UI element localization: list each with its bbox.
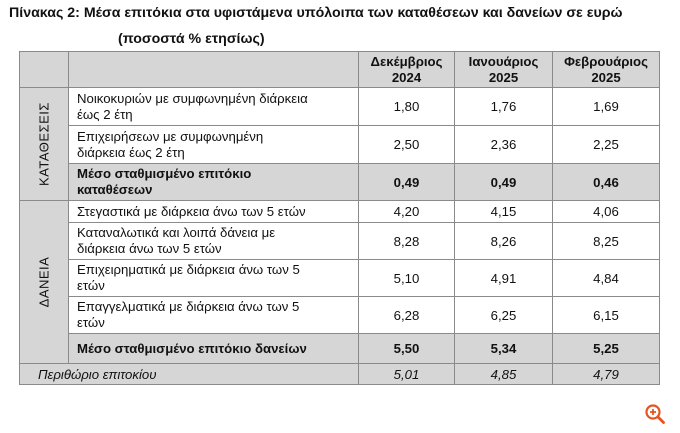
cell-value: 5,34 — [455, 334, 553, 364]
table-row — [20, 297, 660, 334]
loans-average-row — [20, 334, 660, 364]
cell-value: 0,49 — [455, 164, 553, 201]
table-title: Πίνακας 2: Μέσα επιτόκια στα υφιστάμενα υπόλοιπα των καταθέσεων και δανείων σε ευρώ — [9, 5, 623, 21]
cell-value: 2,36 — [455, 126, 553, 164]
cell-value: 6,25 — [455, 297, 553, 334]
cell-value: 5,25 — [553, 334, 660, 364]
cell-value: 6,28 — [359, 297, 455, 334]
cell-value: 4,85 — [455, 364, 553, 385]
row-label: Καταναλωτικά και λοιπά δάνεια με διάρκεια άνω των 5 ετών — [69, 223, 359, 260]
group-deposits: ΚΑΤΑΘΕΣΕΙΣ — [20, 88, 69, 201]
cell-value: 4,91 — [455, 260, 553, 297]
cell-value: 1,76 — [455, 88, 553, 126]
cell-value: 5,10 — [359, 260, 455, 297]
cell-value: 0,49 — [359, 164, 455, 201]
cell-value: 4,20 — [359, 201, 455, 223]
cell-value: 8,28 — [359, 223, 455, 260]
row-label: Επιχειρήσεων με συμφωνημένη διάρκεια έως 2 έτη — [69, 126, 359, 164]
row-label: Περιθώριο επιτοκίου — [20, 364, 359, 385]
cell-value: 1,80 — [359, 88, 455, 126]
cell-value: 6,15 — [553, 297, 660, 334]
cell-value: 2,25 — [553, 126, 660, 164]
row-label: Στεγαστικά με διάρκεια άνω των 5 ετών — [69, 201, 359, 223]
cell-value: 4,79 — [553, 364, 660, 385]
row-label: Μέσο σταθμισμένο επιτόκιο δανείων — [69, 334, 359, 364]
group-loans: ΔΑΝΕΙΑ — [20, 201, 69, 364]
row-label: Επαγγελματικά με διάρκεια άνω των 5 ετών — [69, 297, 359, 334]
table-row — [20, 126, 660, 164]
margin-row — [20, 364, 660, 385]
cell-value: 8,25 — [553, 223, 660, 260]
cell-value: 4,84 — [553, 260, 660, 297]
header-row — [20, 52, 660, 88]
header-dec-2024: Δεκέμβριος 2024 — [359, 52, 455, 88]
table-row — [20, 88, 660, 126]
cell-value: 5,01 — [359, 364, 455, 385]
cell-value: 8,26 — [455, 223, 553, 260]
row-label: Επιχειρηματικά με διάρκεια άνω των 5 ετών — [69, 260, 359, 297]
table-subtitle: (ποσοστά % ετησίως) — [118, 31, 265, 47]
zoom-in-icon[interactable] — [644, 403, 666, 425]
header-blank — [69, 52, 359, 88]
cell-value: 4,15 — [455, 201, 553, 223]
header-jan-2025: Ιανουάριος 2025 — [455, 52, 553, 88]
table-row — [20, 201, 660, 223]
cell-value: 2,50 — [359, 126, 455, 164]
cell-value: 0,46 — [553, 164, 660, 201]
header-feb-2025: Φεβρουάριος 2025 — [553, 52, 660, 88]
interest-rates-table — [19, 51, 660, 385]
cell-value: 4,06 — [553, 201, 660, 223]
row-label: Μέσο σταθμισμένο επιτόκιο καταθέσεων — [69, 164, 359, 201]
deposits-average-row — [20, 164, 660, 201]
header-blank — [20, 52, 69, 88]
table-row — [20, 223, 660, 260]
table-row — [20, 260, 660, 297]
cell-value: 1,69 — [553, 88, 660, 126]
row-label: Νοικοκυριών με συμφωνημένη διάρκεια έως 2 έτη — [69, 88, 359, 126]
cell-value: 5,50 — [359, 334, 455, 364]
